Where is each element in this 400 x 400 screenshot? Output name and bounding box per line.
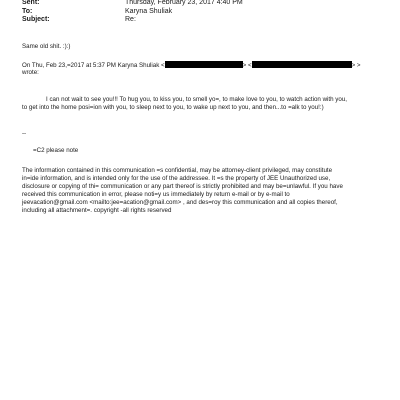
quote-intro-wrote: wrote: xyxy=(22,69,39,76)
sent-label: Sent: xyxy=(22,0,40,6)
disclaimer-line: The information contained in this communication =s confidential, may be attorney-client privileged, may constitute xyxy=(22,167,333,174)
quote-intro xyxy=(22,61,361,70)
subject-value: Re: xyxy=(125,16,136,23)
to-value: Karyna Shuliak xyxy=(125,8,173,15)
quoted-line: to get into the home posi=ion with you, to sleep next to you, to wake up next to you, and then...to =alk to you!:) xyxy=(22,104,324,111)
quote-intro-suffix: > > xyxy=(351,62,361,69)
signature-note: =C2 please note xyxy=(33,147,79,154)
signature-separator: -- xyxy=(22,130,27,137)
quote-intro-prefix: On Thu, Feb 23,=2017 at 5:37 PM Karyna Shuliak < xyxy=(22,62,165,69)
reply-line: Same old shit. :):) xyxy=(22,43,71,50)
redaction-bar xyxy=(252,61,352,68)
disclaimer-line: received this communication in error, please noti=y us immediately by return e-mail or by e-mail to xyxy=(22,191,290,198)
quoted-line: I can not wait to see you!!! To hug you, to kiss you, to smell yo=, to make love to you, to watch action with you, xyxy=(46,96,347,103)
subject-label: Subject: xyxy=(22,16,50,23)
disclaimer-line: including all attachment=. copyright -all rights reserved xyxy=(22,207,172,214)
redaction-bar xyxy=(165,61,243,68)
disclaimer-line: jeevacation@gmail.com <mailto:jee=acation@gmail.com> , and des=roy this communication and all copies thereof, xyxy=(22,199,338,206)
disclaimer-line: disclosure or copying of thi= communication or any part thereof is strictly prohibited and may be=unlawful. If you have xyxy=(22,183,343,190)
sent-value: Thursday, February 23, 2017 4:40 PM xyxy=(125,0,243,6)
disclaimer-line: in=ide information, and is intended only for the use of the addressee. It =s the property of JEE Unauthorized use, xyxy=(22,175,331,182)
to-label: To: xyxy=(22,8,33,15)
quote-intro-mid: > < xyxy=(242,62,252,69)
